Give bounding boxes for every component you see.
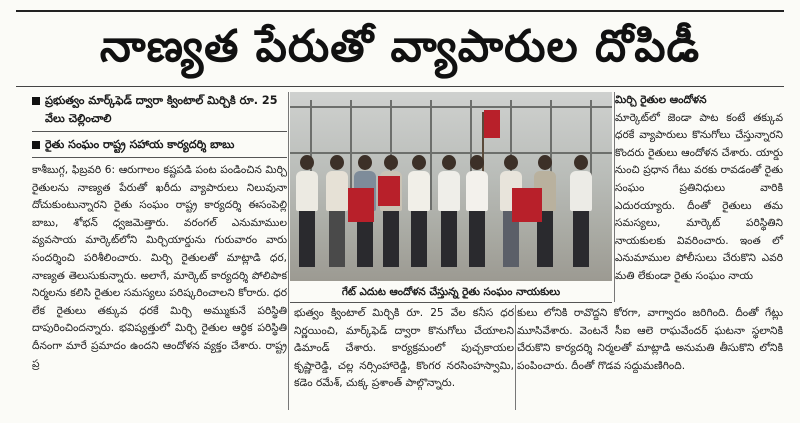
- right-column-bottom: [517, 305, 783, 375]
- gate-rail: [290, 152, 612, 154]
- middle-column-body: భుత్వం క్వింటాల్ మిర్చికి రూ. 25 వేల కనీస ధర నిర్ణయించి, మార్క్‌ఫెడ్ ద్వారా కొనుగోలు చేయాలని డిమాండ్ చేశారు. కార్యక్రమంలో పుచ్చకాయల కృష్ణారెడ్డి, చల్ల నర్సింహారెడ్డి, కొంగర నరసింహస్వామి, కడెం రమేశ్, చుక్క ప్రశాంత్ పాల్గొన్నారు.: [294, 307, 514, 390]
- subhead-1: [32, 92, 287, 128]
- middle-column: [294, 305, 514, 393]
- subhead-1-text: ప్రభుత్వం మార్క్‌ఫెడ్ ద్వారా క్వింటాల్ మిర్చికి రూ. 25 వేలు చెల్లించాలి: [45, 94, 278, 125]
- headline-rule: [16, 86, 784, 87]
- red-flag-icon: [348, 188, 374, 222]
- subhead-2-text: రైతు సంఘం రాష్ట్ర సహాయ కార్యదర్శి బాబు: [45, 138, 235, 151]
- square-bullet-icon: [32, 97, 40, 105]
- red-flag-icon: [378, 176, 400, 206]
- protest-photo: [290, 92, 612, 281]
- column-divider: [288, 92, 289, 410]
- right-column-bottom-body: కులు లోనికి రావొద్దని కోరగా, వాగ్వాదం జరిగింది. దీంతో గేట్లు మూసివేశారు. వెంటనే సీఐ ఆలె రాఘవేందర్ ఘటనా స్థలానికి చేరుకొని కార్యదర్శి నిర్మలతో మాట్లాడి అనుమతి తీసుకొని లోనికి పంపించారు. దీంతో గొడవ సద్దుమణిగింది.: [517, 307, 783, 372]
- left-column: [32, 92, 287, 373]
- protester: [380, 155, 402, 267]
- protester: [438, 155, 460, 267]
- column-divider: [515, 305, 516, 410]
- subhead-divider: [32, 131, 287, 132]
- right-column-top: [615, 92, 783, 286]
- top-rule: [16, 10, 784, 12]
- subhead-divider: [32, 157, 287, 158]
- right-column-heading: మిర్చి రైతుల ఆందోళన: [615, 94, 707, 106]
- headline: నాణ్యత పేరుతో వ్యాపారుల దోపిడీ: [99, 21, 701, 72]
- gate-rail: [290, 106, 612, 108]
- protester: [326, 155, 348, 267]
- red-flag-icon: [512, 188, 542, 222]
- caption-rule: [290, 302, 612, 303]
- gate-post: [430, 100, 432, 210]
- left-column-body: కాశీబుగ్గ, ఫిబ్రవరి 6: ఆరుగాలం కష్టపడి పంట పండించిన మిర్చి రైతులను నాణ్యత పేరుతో ఖరీదు వ్యాపారులు నిలువునా దోచుకుంటున్నారని రైతు సంఘం రాష్ట్ర కార్యదర్శి ఈసంపెల్లి బాబు, శోభన్ ధ్వజమెత్తారు. వరంగల్ ఎనుమాముల వ్యవసాయ మార్కెట్‌లోని మిర్చియార్డును గురువారం వారు సందర్శించి పరిశీలించారు. మిర్చి రైతులతో మాట్లాడి ధర, నాణ్యత తెలుసుకున్నారు. అలాగే, మార్కెట్ కార్యదర్శి పోలిపాక నిర్మలను కలిసి రైతుల సమస్యలు పరిష్కరించాలని కోరారు. ధర లేక రైతులు తక్కువ ధరకే మిర్చి అమ్ముకునే పరిస్థితి దాపురించిందన్నారు. భవిష్యత్తులో మిర్చి రైతుల ఆర్థిక పరిస్థితి దీనంగా మారే ప్రమాదం ఉందని ఆందోళన వ్యక్తం చేశారు. రాష్ట్ర ప్ర: [32, 164, 287, 370]
- protester: [466, 155, 488, 267]
- photo-caption: గేట్ ఎదుట ఆందోళన చేస్తున్న రైతు సంఘం నాయకులు: [341, 286, 561, 298]
- right-column-top-body: మార్కెట్‌లో జెండా పాట కంటే తక్కువ ధరకే వ్యాపారులు కొనుగోలు చేస్తున్నారని కొందరు రైతులు ఆందోళన చేశారు. యార్డు నుంచి ప్రధాన గేటు వరకు రావడంతో రైతు సంఘం ప్రతినిధులు వారికి ఎదురయ్యారు. దీంతో రైతులు తమ సమస్యలు, మార్కెట్ పరిస్థితిని నాయకులకు వివరించారు. ఇంత లో ఎనుమాముల పోలీసులు చేరుకొని ఎవరి మతి లేకుండా రైతు సంఘం నాయ: [615, 111, 783, 282]
- protester: [570, 155, 592, 267]
- subhead-2: [32, 136, 287, 154]
- protester: [296, 155, 318, 267]
- protester: [408, 155, 430, 267]
- red-flag-icon: [484, 110, 500, 138]
- square-bullet-icon: [32, 141, 40, 149]
